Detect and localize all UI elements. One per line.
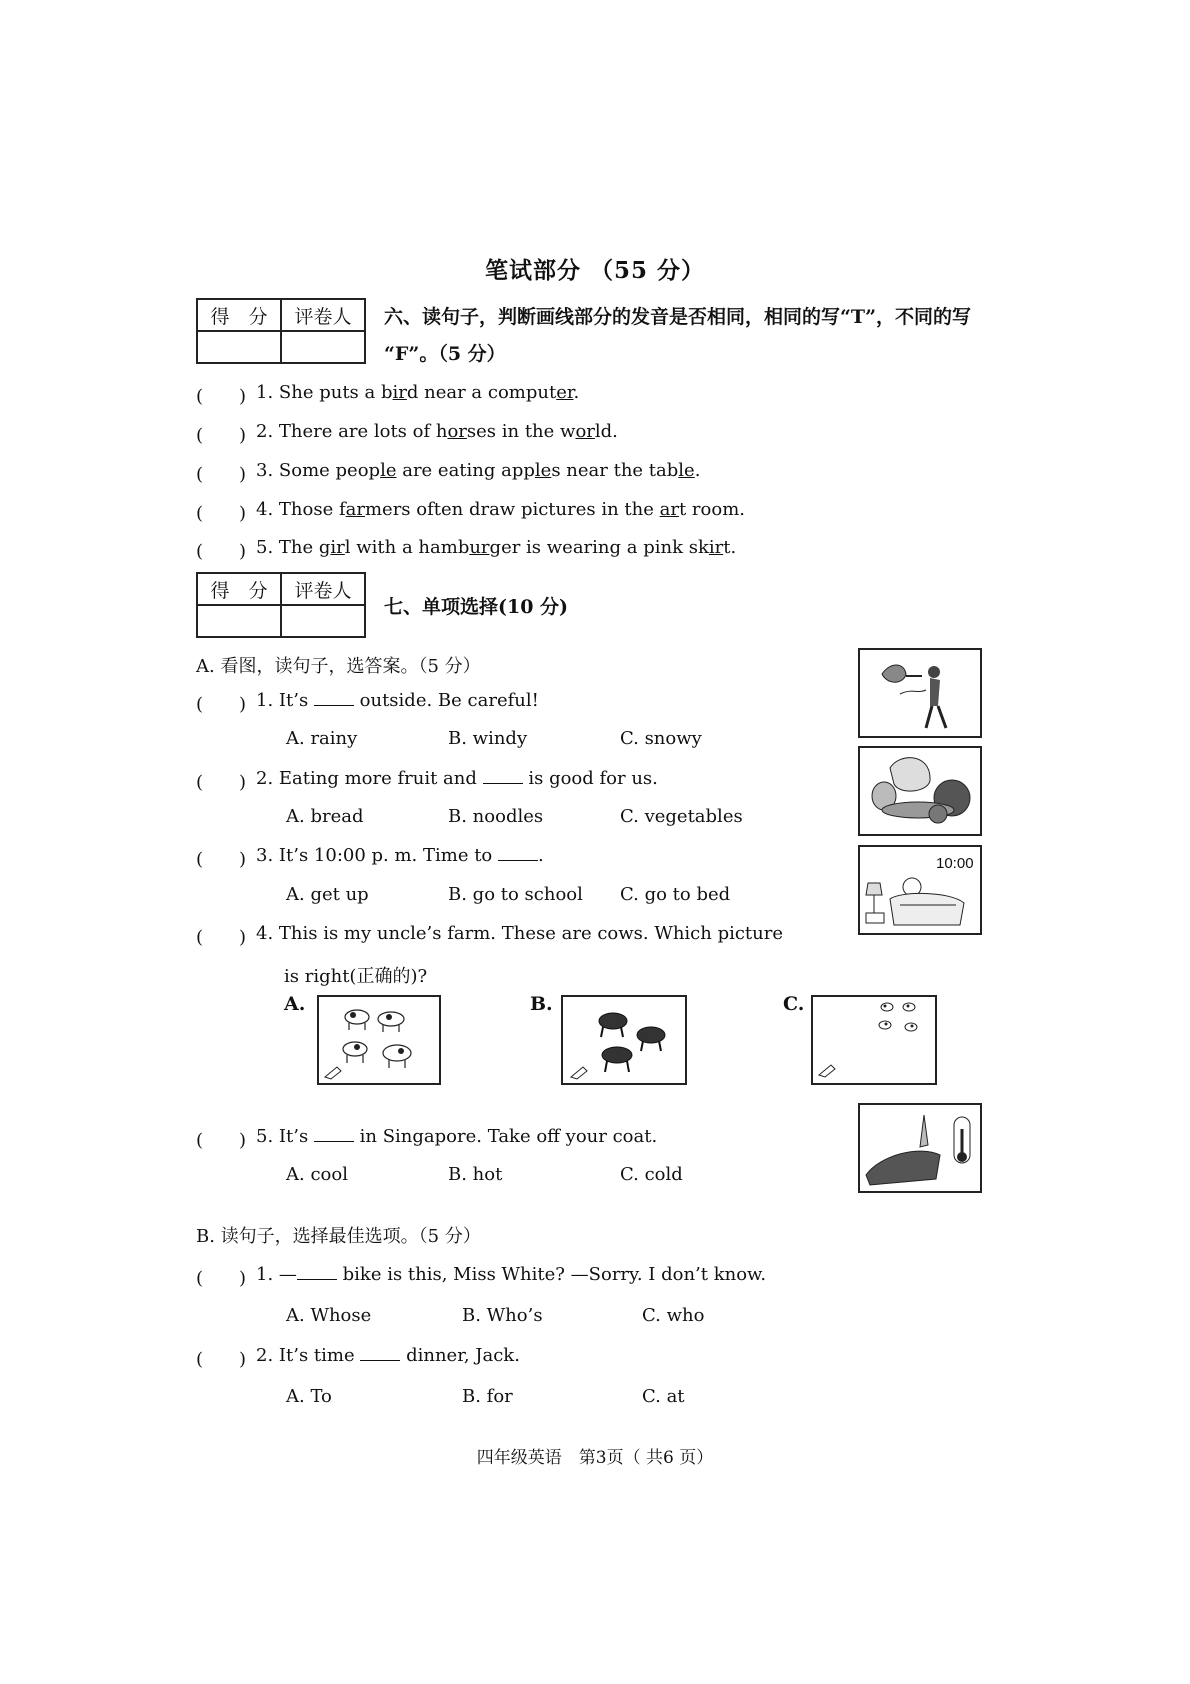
sentence-text: t. <box>723 537 737 558</box>
score-box-6 <box>196 298 366 364</box>
option-c[interactable]: C. go to bed <box>620 884 731 905</box>
section6-heading-cont: “F”。（5 分） <box>384 343 506 365</box>
underlined-part: ar <box>345 499 365 520</box>
clock-text: 10:00 <box>936 855 974 872</box>
hot-weather-picture <box>858 1103 982 1193</box>
option-a[interactable]: A. get up <box>286 884 369 905</box>
underlined-part: le <box>534 460 552 481</box>
score-cell[interactable] <box>197 331 281 363</box>
vegetables-picture <box>858 746 982 836</box>
section7-heading: 七、单项选择(10 分) <box>384 596 569 618</box>
answer-blank[interactable] <box>360 1346 400 1361</box>
underlined-part: le <box>380 460 397 481</box>
answer-blank[interactable] <box>498 846 538 861</box>
sentence-text: Some peop <box>278 460 381 481</box>
underlined-part: ur <box>469 537 490 558</box>
partA-question-3: 3. It’s 10:00 p. m. Time to . <box>256 845 544 866</box>
answer-blank[interactable] <box>297 1265 337 1280</box>
underlined-part: le <box>678 460 695 481</box>
underlined-part: ir <box>330 537 345 558</box>
windy-picture <box>858 648 982 738</box>
sentence-text: . <box>573 382 580 403</box>
question-number: 3. <box>256 460 279 481</box>
option-a[interactable]: A. To <box>286 1386 332 1407</box>
option-c[interactable]: C. cold <box>620 1164 683 1185</box>
underlined-part: ar <box>659 499 679 520</box>
q4-picture-c-far-cows[interactable] <box>811 995 937 1085</box>
underlined-part: ir <box>392 382 407 403</box>
question-number: 4. <box>256 499 279 520</box>
sentence-1 <box>256 382 579 403</box>
score-label: 得 分 <box>197 299 281 331</box>
underlined-part: or <box>447 421 467 442</box>
answer-paren[interactable]: ( ) <box>196 1349 247 1370</box>
answer-blank[interactable] <box>483 769 523 784</box>
partA-heading: A. 看图，读句子，选答案。（5 分） <box>196 656 481 677</box>
sentence-text: The g <box>278 537 331 558</box>
partA-question-1: 1. It’s outside. Be careful! <box>256 690 539 711</box>
q4-picture-b-horses[interactable] <box>561 995 687 1085</box>
question-number: 1. <box>256 382 279 403</box>
sentence-text: s near the tab <box>551 460 679 481</box>
option-b[interactable]: B. windy <box>448 728 528 749</box>
question-number: 2. <box>256 421 279 442</box>
sentence-text: are eating app <box>396 460 535 481</box>
grader-cell[interactable] <box>281 605 365 637</box>
sentence-text: d near a comput <box>406 382 557 403</box>
answer-paren[interactable]: ( ) <box>196 386 247 407</box>
answer-paren[interactable]: ( ) <box>196 849 247 870</box>
q4-label-c: C. <box>783 993 805 1015</box>
partA-question-4: 4. This is my uncle’s farm. These are cows. Which picture <box>256 923 784 944</box>
option-c[interactable]: C. vegetables <box>620 806 743 827</box>
page-title: 笔试部分 （55 分） <box>484 257 706 284</box>
sentence-text: mers often draw pictures in the <box>364 499 660 520</box>
sentence-text: t room. <box>678 499 745 520</box>
partB-heading: B. 读句子，选择最佳选项。（5 分） <box>196 1226 481 1247</box>
sentence-text: Those f <box>278 499 346 520</box>
partA-question-2: 2. Eating more fruit and is good for us. <box>256 768 658 789</box>
option-a[interactable]: A. rainy <box>286 728 358 749</box>
sentence-3 <box>256 460 700 481</box>
question-number: 5. <box>256 537 279 558</box>
partB-question-1: 1. — bike is this, Miss White? —Sorry. I don’t know. <box>256 1264 767 1285</box>
answer-paren[interactable]: ( ) <box>196 1268 247 1289</box>
option-b[interactable]: B. hot <box>448 1164 503 1185</box>
option-a[interactable]: A. cool <box>286 1164 348 1185</box>
sentence-text: . <box>694 460 701 481</box>
underlined-part: er <box>556 382 574 403</box>
grader-label: 评卷人 <box>281 573 365 605</box>
grader-label: 评卷人 <box>281 299 365 331</box>
option-a[interactable]: A. bread <box>286 806 364 827</box>
q4-picture-a-cows[interactable] <box>317 995 441 1085</box>
q4-label-b: B. <box>530 993 553 1015</box>
option-a[interactable]: A. Whose <box>286 1305 372 1326</box>
option-c[interactable]: C. who <box>642 1305 705 1326</box>
option-b[interactable]: B. noodles <box>448 806 544 827</box>
option-c[interactable]: C. at <box>642 1386 685 1407</box>
sentence-text: There are lots of h <box>278 421 448 442</box>
partA-question-5: 5. It’s in Singapore. Take off your coat. <box>256 1126 658 1147</box>
section6-heading: 六、读句子，判断画线部分的发音是否相同，相同的写“T”，不同的写 <box>384 306 971 328</box>
sentence-5 <box>256 537 736 558</box>
answer-paren[interactable]: ( ) <box>196 927 247 948</box>
underlined-part: or <box>575 421 595 442</box>
page-footer: 四年级英语 第3页（ 共6 页） <box>476 1448 714 1468</box>
answer-paren[interactable]: ( ) <box>196 694 247 715</box>
sentence-text: ses in the w <box>466 421 576 442</box>
answer-blank[interactable] <box>314 1127 354 1142</box>
answer-paren[interactable]: ( ) <box>196 1130 247 1151</box>
grader-cell[interactable] <box>281 331 365 363</box>
q4-label-a: A. <box>284 993 306 1015</box>
bedtime-picture <box>858 845 982 935</box>
answer-paren[interactable]: ( ) <box>196 464 247 485</box>
partA-question-4-cont: is right(正确的)? <box>284 966 428 987</box>
sentence-2 <box>256 421 618 442</box>
option-b[interactable]: B. go to school <box>448 884 583 905</box>
underlined-part: ir <box>708 537 724 558</box>
sentence-text: She puts a b <box>278 382 393 403</box>
partB-question-2: 2. It’s time dinner, Jack. <box>256 1345 520 1366</box>
sentence-text: ld. <box>594 421 618 442</box>
answer-paren[interactable]: ( ) <box>196 772 247 793</box>
sentence-text: l with a hamb <box>344 537 470 558</box>
answer-paren[interactable]: ( ) <box>196 541 247 562</box>
option-b[interactable]: B. for <box>462 1386 513 1407</box>
sentence-4 <box>256 499 745 520</box>
score-label: 得 分 <box>197 573 281 605</box>
answer-paren[interactable]: ( ) <box>196 503 247 524</box>
score-cell[interactable] <box>197 605 281 637</box>
answer-blank[interactable] <box>314 691 354 706</box>
option-c[interactable]: C. snowy <box>620 728 702 749</box>
score-box-7 <box>196 572 366 638</box>
option-b[interactable]: B. Who’s <box>462 1305 543 1326</box>
sentence-text: ger is wearing a pink sk <box>489 537 709 558</box>
answer-paren[interactable]: ( ) <box>196 425 247 446</box>
